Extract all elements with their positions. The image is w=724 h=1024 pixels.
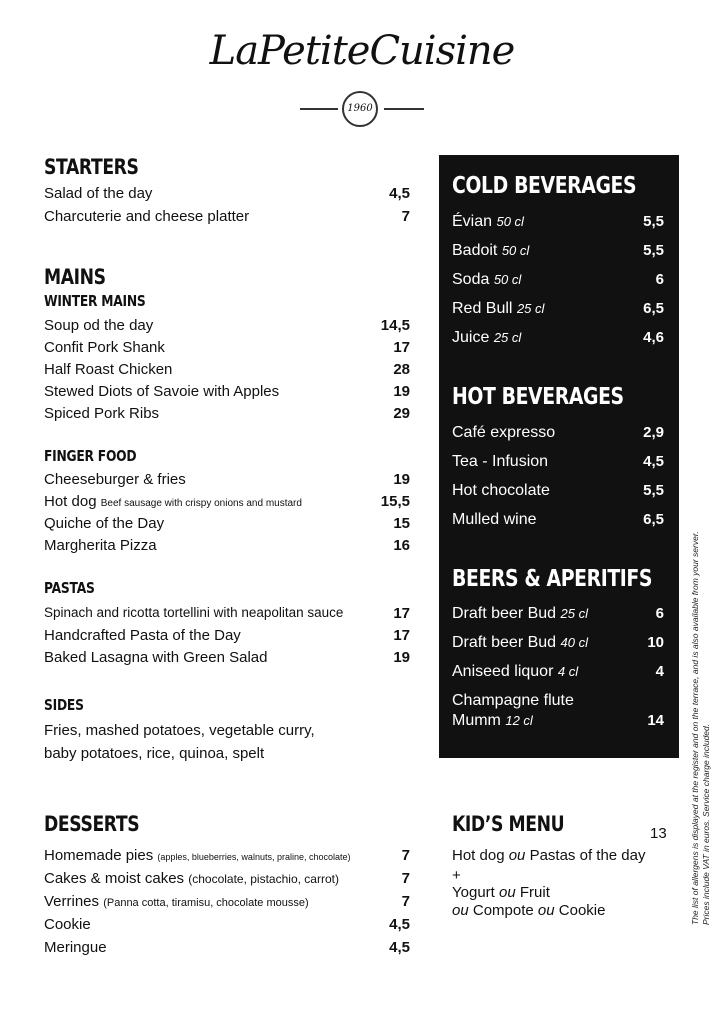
cold-beverages-title: COLD BEVERAGES (452, 173, 637, 199)
beverages-panel: COLD BEVERAGES Évian 50 cl 5,5 Badoit 50 cl 5,5 Soda 50 cl 6 Red Bull 25 cl 6,5 Juice 25 cl 4,6 HOT BEVERAGES Café expresso 2,9 Tea - Infusion 4,5 Hot chocolate 5,5 Mulled wine 6,5 BEERS & APERITIFS Draft beer Bud 25 cl 6 Draft beer Bud 40 cl 10 Aniseed liquor 4 cl 4 Champagne flute Mumm 12 cl 14 (439, 155, 679, 758)
starters-title: STARTERS (44, 155, 139, 179)
kids-menu-line: Yogurt ou Fruit (452, 884, 550, 901)
seal-left-line (300, 108, 338, 110)
kids-menu-line: ou Compote ou Cookie (452, 902, 606, 919)
allergen-footnote: The list of allergens is displayed at the register and on the terrace, and is also available from your server. Prices include VAT in euros. Service charge included. (690, 531, 711, 925)
winter-mains-title: WINTER MAINS (44, 292, 146, 310)
finger-food-title: FINGER FOOD (44, 447, 137, 465)
kids-menu-plus: + (452, 867, 461, 884)
kids-menu-title: KID’S MENU (452, 812, 565, 836)
sides-title: SIDES (44, 696, 84, 714)
brand-logo: LaPetiteCuisine (209, 28, 515, 74)
mains-title: MAINS (44, 265, 106, 289)
desserts-title: DESSERTS (44, 812, 140, 836)
kids-menu-line: Hot dog ou Pastas of the day (452, 847, 646, 864)
brand-seal: 1960 (342, 91, 378, 127)
pastas-title: PASTAS (44, 579, 95, 597)
hot-beverages-title: HOT BEVERAGES (452, 384, 624, 410)
brand-seal-row (0, 90, 724, 130)
seal-right-line (384, 108, 424, 110)
beers-aperitifs-title: BEERS & APERITIFS (452, 566, 653, 592)
kids-menu-price: 13 (650, 825, 667, 842)
